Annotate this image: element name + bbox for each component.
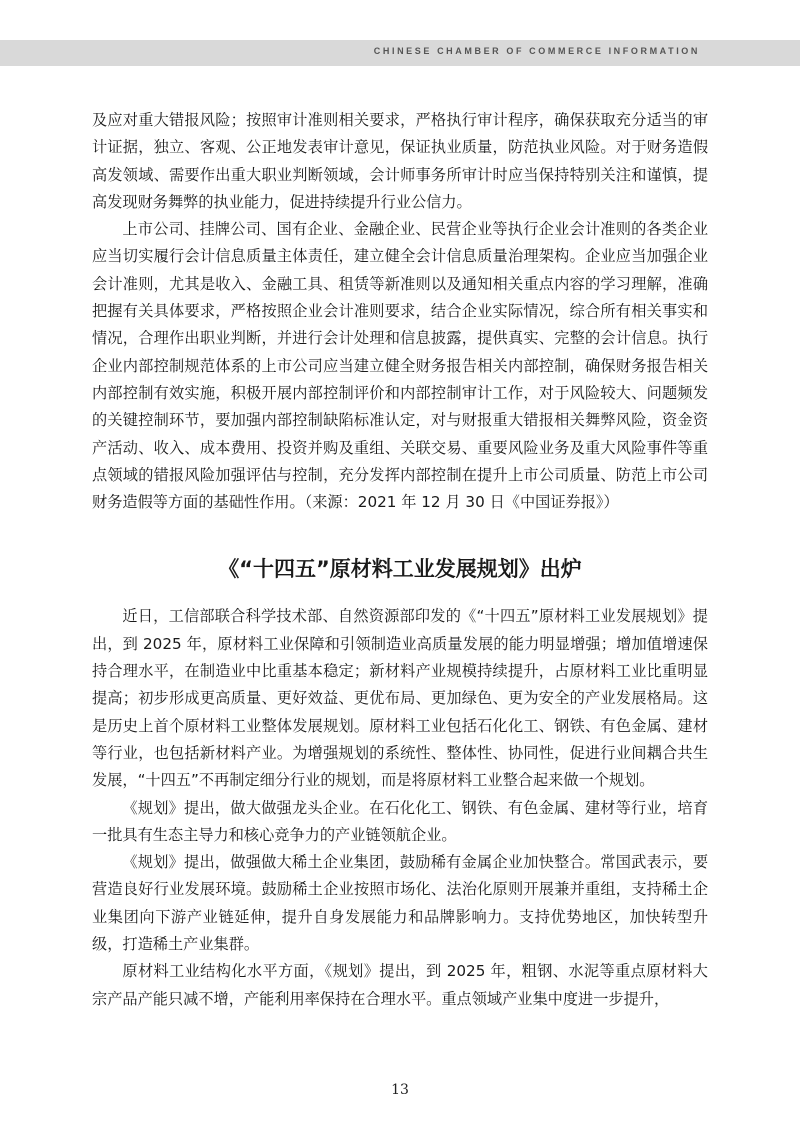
paragraph: 《规划》提出，做大做强龙头企业。在石化化工、钢铁、有色金属、建材等行业，培育一批具有生态主导力和核心竞争力的产业链领航企业。	[92, 798, 708, 844]
paragraph: 近日，工信部联合科学技术部、自然资源部印发的《“十四五”原材料工业发展规划》提出，到 2025 年，原材料工业保障和引领制造业高质量发展的能力明显增强；增加值增速保持合理水平，在制造业中比重基本稳定；新材料产业规模持续提升，占原材料工业比重明显提高；初步形成更高质量、更好效益、更优布局、更加绿色、更为安全的产业发展格局。这是历史上首个原材料工业整体发展规划。原材料工业包括石化化工、钢铁、有色金属、建材等行业，也包括新材料产业。为增强规划的系统性、整体性、协同性，促进行业间耦合共生发展，“十四五”不再制定细分行业的规划，而是将原材料工业整合起来做一个规划。	[92, 607, 708, 790]
article-title: 《“十四五”原材料工业发展规划》出炉	[218, 557, 582, 582]
paragraph: 及应对重大错报风险；按照审计准则相关要求，严格执行审计程序，确保获取充分适当的审计证据，独立、客观、公正地发表审计意见，保证执业质量，防范执业风险。对于财务造假高发领域、需要作出重大职业判断领域，会计师事务所审计时应当保持特别关注和谨慎，提高发现财务舞弊的执业能力，促进持续提升行业公信力。	[92, 111, 708, 211]
paragraph: 上市公司、挂牌公司、国有企业、金融企业、民营企业等执行企业会计准则的各类企业应当切实履行会计信息质量主体责任，建立健全会计信息质量治理架构。企业应当加强企业会计准则，尤其是收入、金融工具、租赁等新准则以及通知相关重点内容的学习理解，准确把握有关具体要求，严格按照企业会计准则要求，结合企业实际情况，综合所有相关事实和情况，合理作出职业判断，并进行会计处理和信息披露，提供真实、完整的会计信息。执行企业内部控制规范体系的上市公司应当建立健全财务报告相关内部控制，确保财务报告相关内部控制有效实施，积极开展内部控制评价和内部控制审计工作，对于风险较大、问题频发的关键控制环节，要加强内部控制缺陷标准认定，对与财报重大错报相关舞弊风险，资金资产活动、收入、成本费用、投资并购及重组、关联交易、重要风险业务及重大风险事件等重点领域的错报风险加强评估与控制，充分发挥内部控制在提升上市公司质量、防范上市公司财务造假等方面的基础性作用。（来源：2021 年 12 月 30 日《中国证券报》）	[92, 220, 708, 512]
paragraph: 《规划》提出，做强做大稀土企业集团，鼓励稀有金属企业加快整合。常国武表示，要营造良好行业发展环境。鼓励稀土企业按照市场化、法治化原则开展兼并重组，支持稀土企业集团向下游产业链延伸，提升自身发展能力和品牌影响力。支持优势地区，加快转型升级，打造稀土产业集群。	[92, 853, 708, 954]
paragraph: 原材料工业结构化水平方面，《规划》提出，到 2025 年，粗钢、水泥等重点原材料大宗产品产能只减不增，产能利用率保持在合理水平。重点领域产业集中度进一步提升，	[92, 962, 708, 1008]
page-number: 13	[391, 1082, 409, 1098]
page-body	[92, 107, 708, 1013]
running-header: CHINESE CHAMBER OF COMMERCE INFORMATION	[373, 46, 700, 56]
